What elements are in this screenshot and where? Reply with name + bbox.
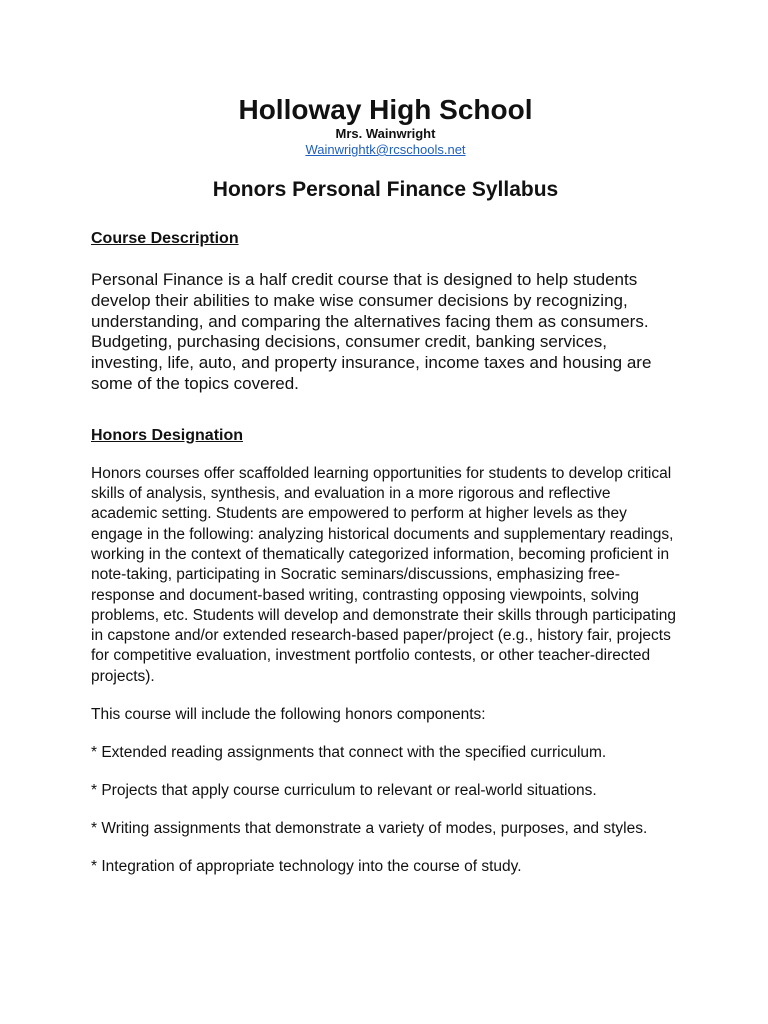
course-description-text: Personal Finance is a half credit course that is designed to help students develop their abilities to make wise consumer decisions by recognizing, understanding, and comparing the alternatives facing them as consumers. Budgeting, purchasing decisions, consumer credit, banking services, investing, life, auto, and property insurance, income taxes and housing are some of the topics covered. <box>91 270 652 393</box>
teacher-email-link[interactable]: Wainwrightk@rcschools.net <box>305 142 466 157</box>
honors-component-item: * Writing assignments that demonstrate a variety of modes, purposes, and styles. <box>91 820 648 838</box>
honors-component-item: * Integration of appropriate technology into the course of study. <box>91 858 522 876</box>
school-name: Holloway High School <box>238 94 533 125</box>
honors-designation-section <box>91 426 680 877</box>
course-description-heading: Course Description <box>91 230 239 247</box>
honors-component-item: * Extended reading assignments that connect with the specified curriculum. <box>91 744 607 762</box>
document-title: Honors Personal Finance Syllabus <box>212 178 559 201</box>
teacher-name: Mrs. Wainwright <box>335 126 436 141</box>
honors-component-item: * Projects that apply course curriculum to relevant or real-world situations. <box>91 782 597 800</box>
document-header <box>91 94 680 203</box>
honors-components-intro: This course will include the following honors components: <box>91 706 486 724</box>
honors-designation-heading: Honors Designation <box>91 426 244 444</box>
course-description-section <box>91 229 680 395</box>
honors-designation-text: Honors courses offer scaffolded learning opportunities for students to develop critical skills of analysis, synthesis, and evaluation in a more rigorous and reflective academic setting. Students are empowered to perform at higher levels as they engage in the following: analyzing historical documents and supplementary readings, working in the context of thematically categorized information, becoming proficient in note-taking, participating in Socratic seminars/discussions, emphasizing free-response and document-based writing, contrasting opposing viewpoints, solving problems, etc. Students will develop and demonstrate their skills through participating in capstone and/or extended research-based paper/project (e.g., history fair, projects for competitive evaluation, investment portfolio contests, or other teacher-directed projects). <box>91 464 677 685</box>
